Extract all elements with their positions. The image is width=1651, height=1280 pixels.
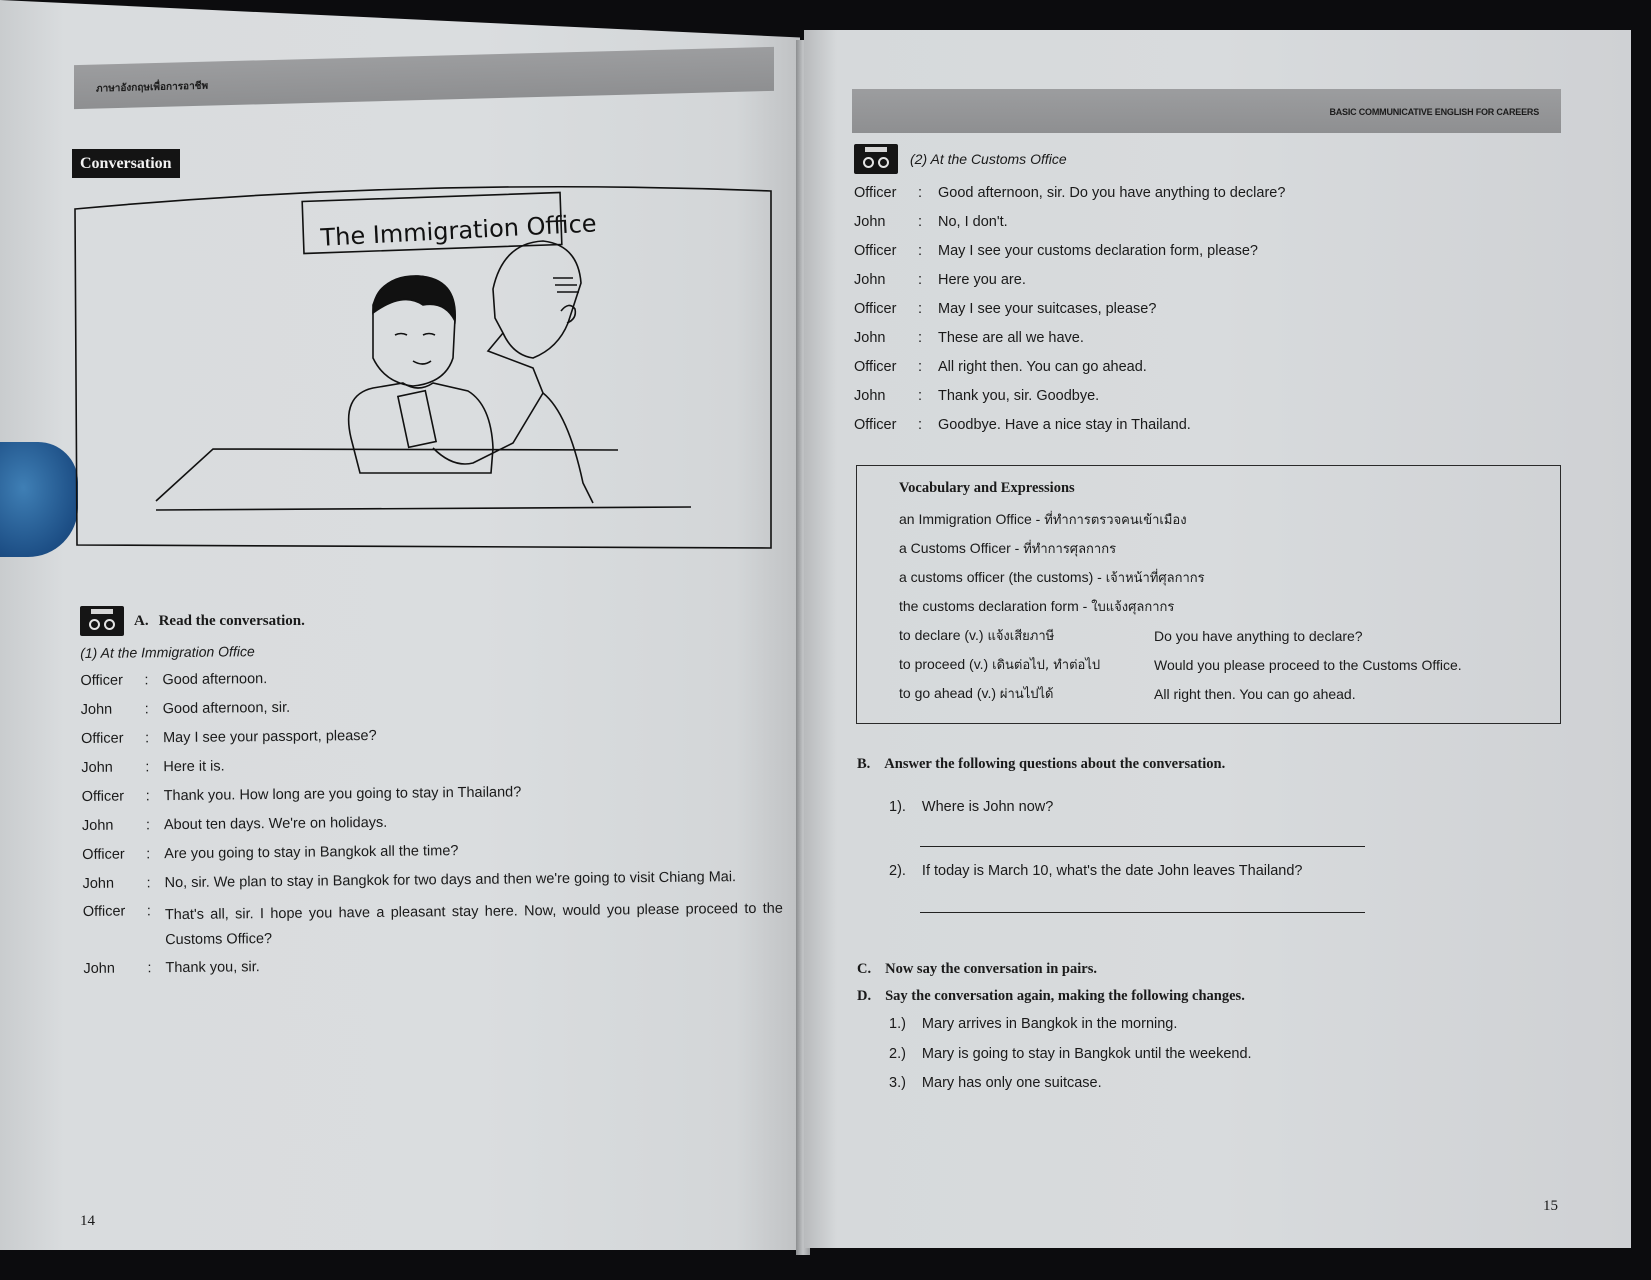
dialog-line: John : About ten days. We're on holidays. <box>81 814 388 834</box>
vocab-example: Would you please proceed to the Customs Office. <box>1154 656 1462 673</box>
dialog-line: Officer : Good afternoon. <box>80 670 268 689</box>
dialog-line: Officer : Good afternoon, sir. Do you have anything to declare? <box>854 184 1286 201</box>
immigration-office-illustration <box>73 183 773 563</box>
dialog-line: Officer : All right then. You can go ahead. <box>854 358 1147 375</box>
conversation-section-badge: Conversation <box>72 149 180 178</box>
section-a-title: Read the conversation. <box>158 612 305 629</box>
change-item-3: 3.) Mary has only one suitcase. <box>889 1075 1102 1091</box>
dialog-line: John : No, I don't. <box>854 213 1008 230</box>
question-1: 1). Where is John now? <box>889 799 1054 815</box>
dialog-line: John : Thank you, sir. <box>83 958 260 977</box>
dialog-line: John : Good afternoon, sir. <box>80 699 291 718</box>
left-header-title: ภาษาอังกฤษเพื่อการอาชีพ <box>96 80 209 95</box>
vocab-entry: the customs declaration form - ใบแจ้งศุลกากร <box>899 598 1175 615</box>
dialog-line: Officer : Goodbye. Have a nice stay in Thailand. <box>854 416 1191 433</box>
vocab-example: Do you have anything to declare? <box>1154 627 1363 644</box>
right-header-title: BASIC COMMUNICATIVE ENGLISH FOR CAREERS <box>1329 107 1539 117</box>
customs-dialog <box>854 178 1474 439</box>
section-d: D. Say the conversation again, making the following changes. <box>857 988 1245 1004</box>
change-item-1: 1.) Mary arrives in Bangkok in the morning. <box>889 1016 1178 1032</box>
dialog-line: Officer : May I see your passport, please? <box>80 727 377 747</box>
immigration-dialog-title: (1) At the Immigration Office <box>80 642 255 661</box>
vocab-entry: an Immigration Office - ที่ทำการตรวจคนเข้าเมือง <box>899 511 1187 528</box>
right-page-number: 15 <box>1543 1198 1558 1214</box>
section-a-letter: A. <box>134 612 149 629</box>
sign-text: The Immigration Office <box>319 209 598 252</box>
section-b: B. Answer the following questions about the conversation. <box>857 756 1226 772</box>
right-page-header-band <box>852 89 1561 133</box>
vocab-example: All right then. You can go ahead. <box>1154 685 1356 702</box>
dialog-line: John : Here it is. <box>81 757 225 776</box>
section-b-title: Answer the following questions about the conversation. <box>884 756 1226 772</box>
section-a-heading <box>80 606 305 636</box>
dialog-line: Officer : May I see your suitcases, please? <box>854 300 1157 317</box>
cassette-tape-icon[interactable] <box>854 144 898 174</box>
dialog-line: John : These are all we have. <box>854 329 1084 346</box>
section-c: C. Now say the conversation in pairs. <box>857 961 1097 977</box>
cassette-tape-icon[interactable] <box>80 606 124 636</box>
dialog-line: John : No, sir. We plan to stay in Bangkok for two days and then we're going to visit Chiang Mai. <box>82 868 737 892</box>
vocab-entry: to proceed (v.) เดินต่อไป, ทำต่อไป Would you please proceed to the Customs Office. <box>899 656 1462 673</box>
vocab-entry: a Customs Officer - ที่ทำการศุลกากร <box>899 540 1117 557</box>
answer-line-2[interactable] <box>920 912 1365 913</box>
customs-dialog-title: (2) At the Customs Office <box>910 151 1067 167</box>
change-item-2: 2.) Mary is going to stay in Bangkok until the weekend. <box>889 1046 1252 1062</box>
immigration-dialog <box>80 632 784 983</box>
dialog-line: Officer : May I see your customs declaration form, please? <box>854 242 1258 259</box>
dialog-line: John : Here you are. <box>854 271 1026 288</box>
customs-dialog-heading <box>854 144 1067 174</box>
vocab-entry: to go ahead (v.) ผ่านไปได้ All right then. You can go ahead. <box>899 685 1356 702</box>
vocabulary-box <box>856 465 1561 724</box>
dialog-line: John : Thank you, sir. Goodbye. <box>854 387 1100 404</box>
left-page-number: 14 <box>80 1213 95 1229</box>
dialog-line: Officer : That's all, sir. I hope you have a pleasant stay here. Now, would you please proceed to the Customs Office? <box>82 900 783 949</box>
vocabulary-title: Vocabulary and Expressions <box>899 480 1075 496</box>
answer-line-1[interactable] <box>920 846 1365 847</box>
dialog-line: Officer : Thank you. How long are you going to stay in Thailand? <box>81 783 522 805</box>
question-2: 2). If today is March 10, what's the date John leaves Thailand? <box>889 863 1303 879</box>
dialog-line: Officer : Are you going to stay in Bangkok all the time? <box>82 842 459 863</box>
vocab-entry: to declare (v.) แจ้งเสียภาษี Do you have anything to declare? <box>899 627 1363 644</box>
vocab-entry: a customs officer (the customs) - เจ้าหน้าที่ศุลกากร <box>899 569 1205 586</box>
